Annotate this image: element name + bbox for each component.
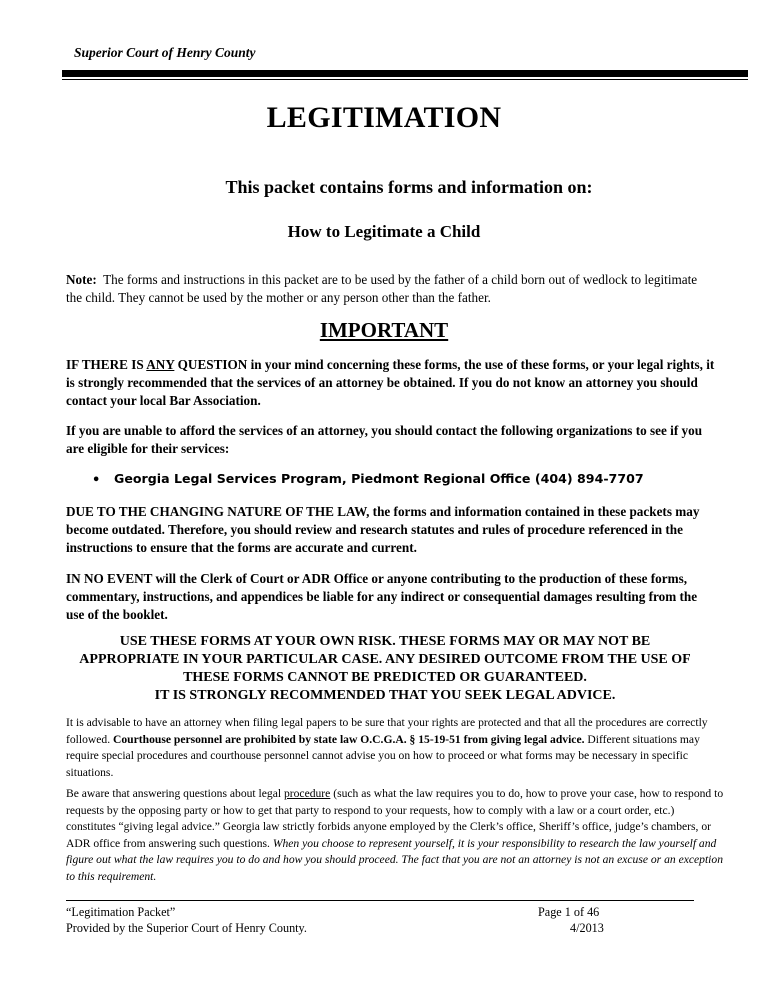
packet-subtitle: This packet contains forms and information on: [225, 177, 593, 197]
risk-line: THESE FORMS CANNOT BE PREDICTED OR GUARANTEED. [183, 670, 587, 685]
advisable-post: Different situations may require special procedures and courthouse personnel cannot advise you on how to proceed or what forms may be necessary in specific situations. [66, 732, 700, 779]
page-title: LEGITIMATION [266, 101, 502, 134]
question-text-pre: IF THERE IS [66, 357, 147, 372]
court-name: Superior Court of Henry County [74, 45, 256, 60]
no-event-paragraph: IN NO EVENT will the Clerk of Court or ADR Office or anyone contributing to the production of these forms, commentary, instructions, and appendices be liable for any indirect or consequential damages resulting from the use of the booklet. [66, 571, 698, 622]
packet-topic: How to Legitimate a Child [287, 222, 481, 241]
footer-date: 4/2013 [570, 921, 604, 935]
legal-services-item: Georgia Legal Services Program, Piedmont Regional Office (404) 894-7707 [114, 471, 644, 486]
note-text: The forms and instructions in this packet are to be used by the father of a child born out of wedlock to legitimate the child. They cannot be used by the mother or any person other than the father. [66, 272, 698, 305]
aware-paragraph [66, 786, 726, 886]
header-rule [62, 70, 748, 77]
header-rule-thin [62, 79, 748, 80]
question-paragraph [66, 356, 716, 410]
risk-line: APPROPRIATE IN YOUR PARTICULAR CASE. ANY DESIRED OUTCOME FROM THE USE OF [79, 652, 691, 667]
unable-paragraph: If you are unable to afford the services of an attorney, you should contact the following organizations to see if you are eligible for their services: [66, 423, 703, 456]
question-text-post: QUESTION in your mind concerning these forms, the use of these forms, or your legal rights, it is strongly recommended that the services of an attorney be obtained. If you do not know an attorney you should contact your local Bar Association. [66, 357, 715, 408]
advisable-bold: Courthouse personnel are prohibited by state law O.C.G.A. § 15-19-51 from giving legal advice. [113, 732, 585, 746]
footer-provider: Provided by the Superior Court of Henry County. [66, 921, 307, 935]
important-heading: IMPORTANT [319, 318, 449, 342]
advisable-paragraph [66, 715, 726, 781]
note-paragraph [66, 271, 716, 307]
footer-page-number: Page 1 of 46 [538, 905, 600, 919]
bullet-icon: • [92, 473, 101, 488]
footer-rule [66, 900, 694, 901]
aware-text-italic: When you choose to represent yourself, it is your responsibility to research the law yourself and figure out what the law requires you to do and how you should proceed. The fact that you are not an attorney is not an excuse or an exception to this requirement. [66, 836, 723, 883]
changing-law-paragraph: DUE TO THE CHANGING NATURE OF THE LAW, the forms and information contained in these packets may become outdated. Therefore, you should review and research statutes and rules of procedure referenced in the instructions to ensure that the forms are accurate and current. [66, 504, 700, 555]
risk-line: IT IS STRONGLY RECOMMENDED THAT YOU SEEK LEGAL ADVICE. [154, 688, 616, 703]
note-label: Note: [66, 272, 97, 287]
aware-text-procedure: procedure [283, 787, 331, 800]
advisable-text: It is advisable to have an attorney when filing legal papers to be sure that your rights are protected and that all the procedures are correctly followed. [66, 716, 708, 746]
risk-warning [40, 633, 730, 705]
question-text-any: ANY [146, 357, 175, 372]
footer-packet-name: “Legitimation Packet” [66, 905, 176, 919]
aware-text-pre: Be aware that answering questions about legal [66, 787, 284, 800]
aware-text-mid: (such as what the law requires you to do, how to prove your case, how to respond to requests by the opposing party or how to get that party to respond to your requests, how to comply with a law or a court order, etc.) constitutes “giving legal advice.” Georgia law strictly forbids anyone employed by the Clerk’s office, Sheriff’s office, judge’s chambers, or ADR office from answering such questions. [66, 787, 724, 850]
risk-line: USE THESE FORMS AT YOUR OWN RISK. THESE FORMS MAY OR MAY NOT BE [119, 634, 651, 649]
